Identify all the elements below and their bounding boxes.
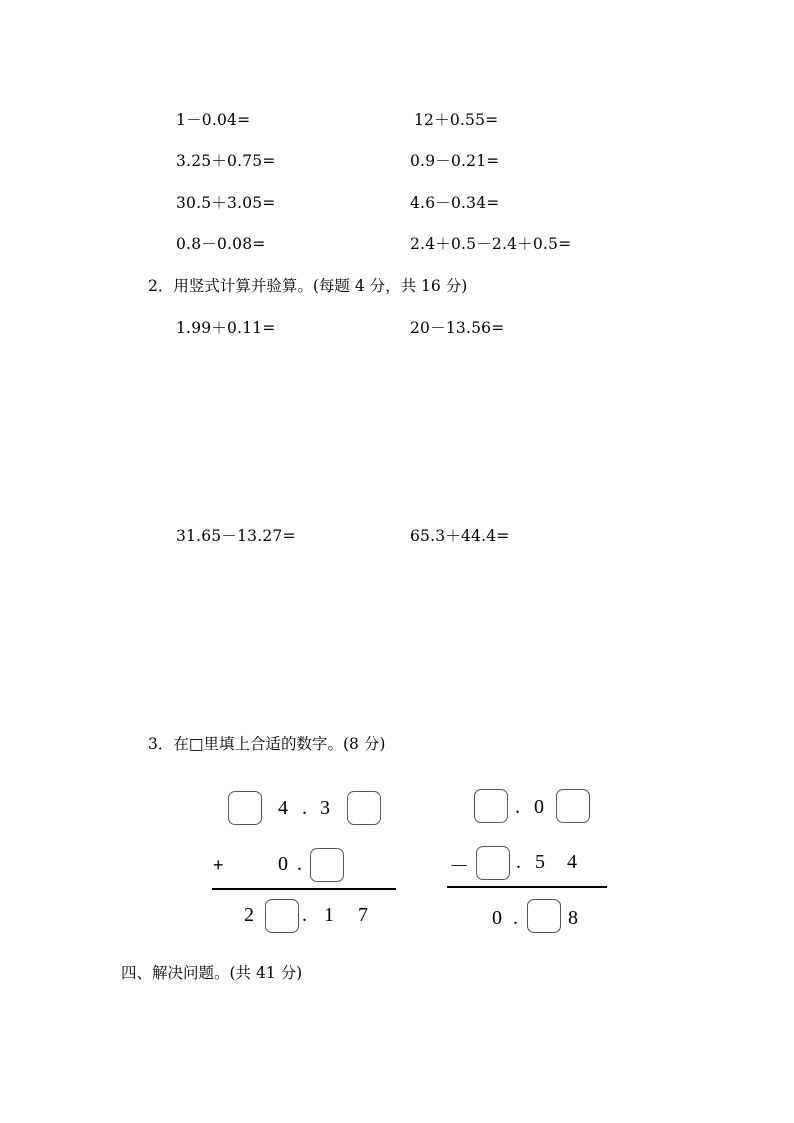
answer-box[interactable]	[527, 899, 561, 933]
plus-sign: +	[213, 855, 224, 875]
question-title: 3．在□里填上合适的数字。(8 分)	[148, 735, 386, 753]
minus-sign: －	[449, 856, 469, 878]
digit: 5	[535, 851, 545, 873]
decimal-point: .	[297, 853, 302, 875]
decimal-point: .	[302, 904, 307, 926]
answer-box[interactable]	[556, 789, 590, 823]
answer-box[interactable]	[265, 899, 299, 933]
equation: 31.65－13.27=	[176, 527, 296, 545]
equation: 0.8－0.08=	[176, 235, 266, 253]
digit: 3	[320, 797, 330, 819]
digit: 8	[568, 907, 578, 929]
digit: 0	[278, 853, 288, 875]
digit: 2	[244, 904, 254, 926]
digit: 0	[534, 796, 544, 818]
answer-box[interactable]	[347, 791, 381, 825]
equation: 0.9－0.21=	[410, 152, 500, 170]
digit: 4	[278, 797, 288, 819]
answer-box[interactable]	[474, 789, 508, 823]
equation: 3.25＋0.75=	[176, 152, 276, 170]
sum-line	[212, 888, 396, 890]
equation: 1－0.04=	[176, 111, 251, 129]
equation: 30.5＋3.05=	[176, 194, 276, 212]
decimal-point: .	[515, 796, 520, 818]
equation: 12＋0.55=	[414, 111, 499, 129]
equation: 65.3＋44.4=	[410, 527, 510, 545]
digit: 7	[358, 904, 368, 926]
decimal-point: .	[516, 851, 521, 873]
decimal-point: .	[302, 797, 307, 819]
answer-box[interactable]	[310, 848, 344, 882]
digit: 1	[324, 904, 334, 926]
equation: 2.4＋0.5－2.4＋0.5=	[410, 235, 572, 253]
answer-box[interactable]	[476, 846, 510, 880]
section-title: 四、解决问题。(共 41 分)	[121, 964, 303, 982]
digit: 4	[567, 851, 577, 873]
equation: 1.99＋0.11=	[176, 319, 276, 337]
question-title: 2．用竖式计算并验算。(每题 4 分，共 16 分)	[148, 277, 468, 295]
equation: 4.6－0.34=	[410, 194, 500, 212]
equation: 20－13.56=	[410, 319, 505, 337]
decimal-point: .	[513, 907, 518, 929]
digit: 0	[492, 907, 502, 929]
difference-line	[447, 886, 607, 888]
answer-box[interactable]	[228, 791, 262, 825]
